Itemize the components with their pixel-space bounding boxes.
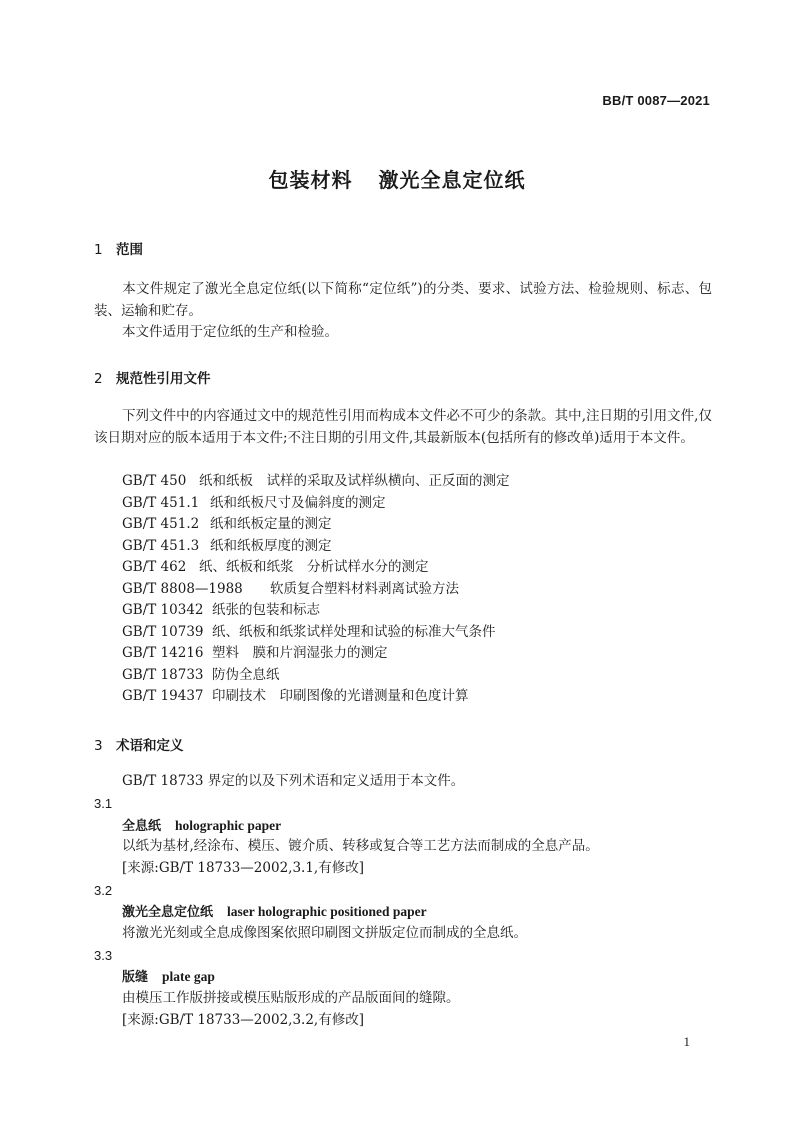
references-intro: 下列文件中的内容通过文中的规范性引用而构成本文件必不可少的条款。其中,注日期的引用文件,仅该日期对应的版本适用于本文件;不注日期的引用文件,其最新版本(包括所有的修改单)适用于本文件。 (94, 408, 712, 446)
reference-code: GB/T 10342 (122, 602, 204, 618)
standard-code: BB/T 0087—2021 (602, 93, 710, 108)
term-name (122, 815, 281, 838)
reference-title: 软质复合塑料材料剥离试验方法 (270, 580, 459, 597)
reference-title: 纸、纸板和纸浆试样处理和试验的标准大气条件 (212, 623, 496, 640)
reference-code: GB/T 451.2 (122, 516, 200, 532)
reference-item (122, 622, 510, 644)
term-source: [来源:GB/T 18733—2002,3.1,有修改] (122, 860, 364, 876)
reference-item (122, 514, 510, 536)
reference-title: 纸和纸板尺寸及偏斜度的测定 (210, 494, 386, 511)
term-name-en: holographic paper (175, 818, 282, 833)
term-name-en: plate gap (162, 969, 215, 984)
section-number: 3 (94, 738, 103, 754)
section-title: 规范性引用文件 (116, 371, 211, 387)
section-heading-terms (94, 734, 184, 754)
scope-paragraph-2: 本文件适用于定位纸的生产和检验。 (122, 324, 338, 340)
term-source: [来源:GB/T 18733—2002,3.2,有修改] (122, 1012, 364, 1028)
section-heading-scope (94, 238, 143, 258)
reference-title: 纸、纸板和纸浆 分析试样水分的测定 (199, 559, 429, 575)
term-number: 3.1 (94, 796, 113, 811)
document-title (0, 164, 794, 193)
reference-item (122, 493, 510, 515)
term-definition: 将激光光刻或全息成像图案依照印刷图文拼版定位而制成的全息纸。 (122, 925, 527, 941)
term-name (122, 901, 427, 924)
term-name-cn: 版缝 (122, 970, 149, 985)
term-name (122, 966, 215, 989)
title-part2: 激光全息定位纸 (378, 168, 526, 192)
reference-item (122, 686, 510, 708)
reference-item (122, 471, 510, 493)
reference-title: 塑料 膜和片润湿张力的测定 (212, 645, 388, 661)
scope-paragraph-1: 本文件规定了激光全息定位纸(以下简称“定位纸”)的分类、要求、试验方法、检验规则、标志、包装、运输和贮存。 (94, 281, 712, 319)
reference-title: 纸和纸板定量的测定 (210, 516, 332, 532)
section-title: 术语和定义 (116, 738, 184, 754)
term-number: 3.3 (94, 948, 113, 963)
reference-code: GB/T 451.1 (122, 494, 200, 511)
reference-code: GB/T 450 (122, 473, 187, 489)
reference-item (122, 579, 510, 601)
term-number: 3.2 (94, 883, 113, 898)
section-title: 范围 (116, 242, 143, 258)
reference-title: 纸和纸板 试样的采取及试样纵横向、正反面的测定 (199, 473, 510, 489)
term-name-cn: 全息纸 (122, 819, 162, 834)
reference-code: GB/T 19437 (122, 688, 204, 704)
term-name-cn: 激光全息定位纸 (122, 905, 214, 920)
reference-code: GB/T 462 (122, 559, 187, 575)
reference-code: GB/T 451.3 (122, 537, 200, 554)
section-number: 2 (94, 371, 103, 387)
reference-item (122, 536, 510, 558)
reference-title: 纸张的包装和标志 (212, 602, 320, 618)
reference-item (122, 557, 510, 579)
title-part1: 包装材料 (268, 168, 353, 192)
term-definition: 由模压工作版拼接或模压贴版形成的产品版面间的缝隙。 (122, 990, 460, 1006)
reference-code: GB/T 8808—1988 (122, 580, 243, 597)
reference-code: GB/T 18733 (122, 666, 204, 683)
reference-title: 防伪全息纸 (212, 666, 280, 683)
term-name-en: laser holographic positioned paper (227, 904, 427, 919)
terms-intro: GB/T 18733 界定的以及下列术语和定义适用于本文件。 (122, 773, 465, 789)
term-definition: 以纸为基材,经涂布、模压、镀介质、转移或复合等工艺方法而制成的全息产品。 (122, 838, 599, 854)
reference-item (122, 600, 510, 622)
section-number: 1 (94, 242, 103, 258)
reference-item (122, 665, 510, 687)
reference-title: 印刷技术 印刷图像的光谱测量和色度计算 (212, 688, 469, 704)
reference-code: GB/T 10739 (122, 623, 204, 640)
reference-title: 纸和纸板厚度的测定 (210, 537, 332, 554)
section-heading-normative-references (94, 367, 211, 387)
reference-code: GB/T 14216 (122, 645, 204, 661)
page-number: 1 (683, 1034, 690, 1049)
reference-list (122, 471, 510, 708)
reference-item (122, 643, 510, 665)
